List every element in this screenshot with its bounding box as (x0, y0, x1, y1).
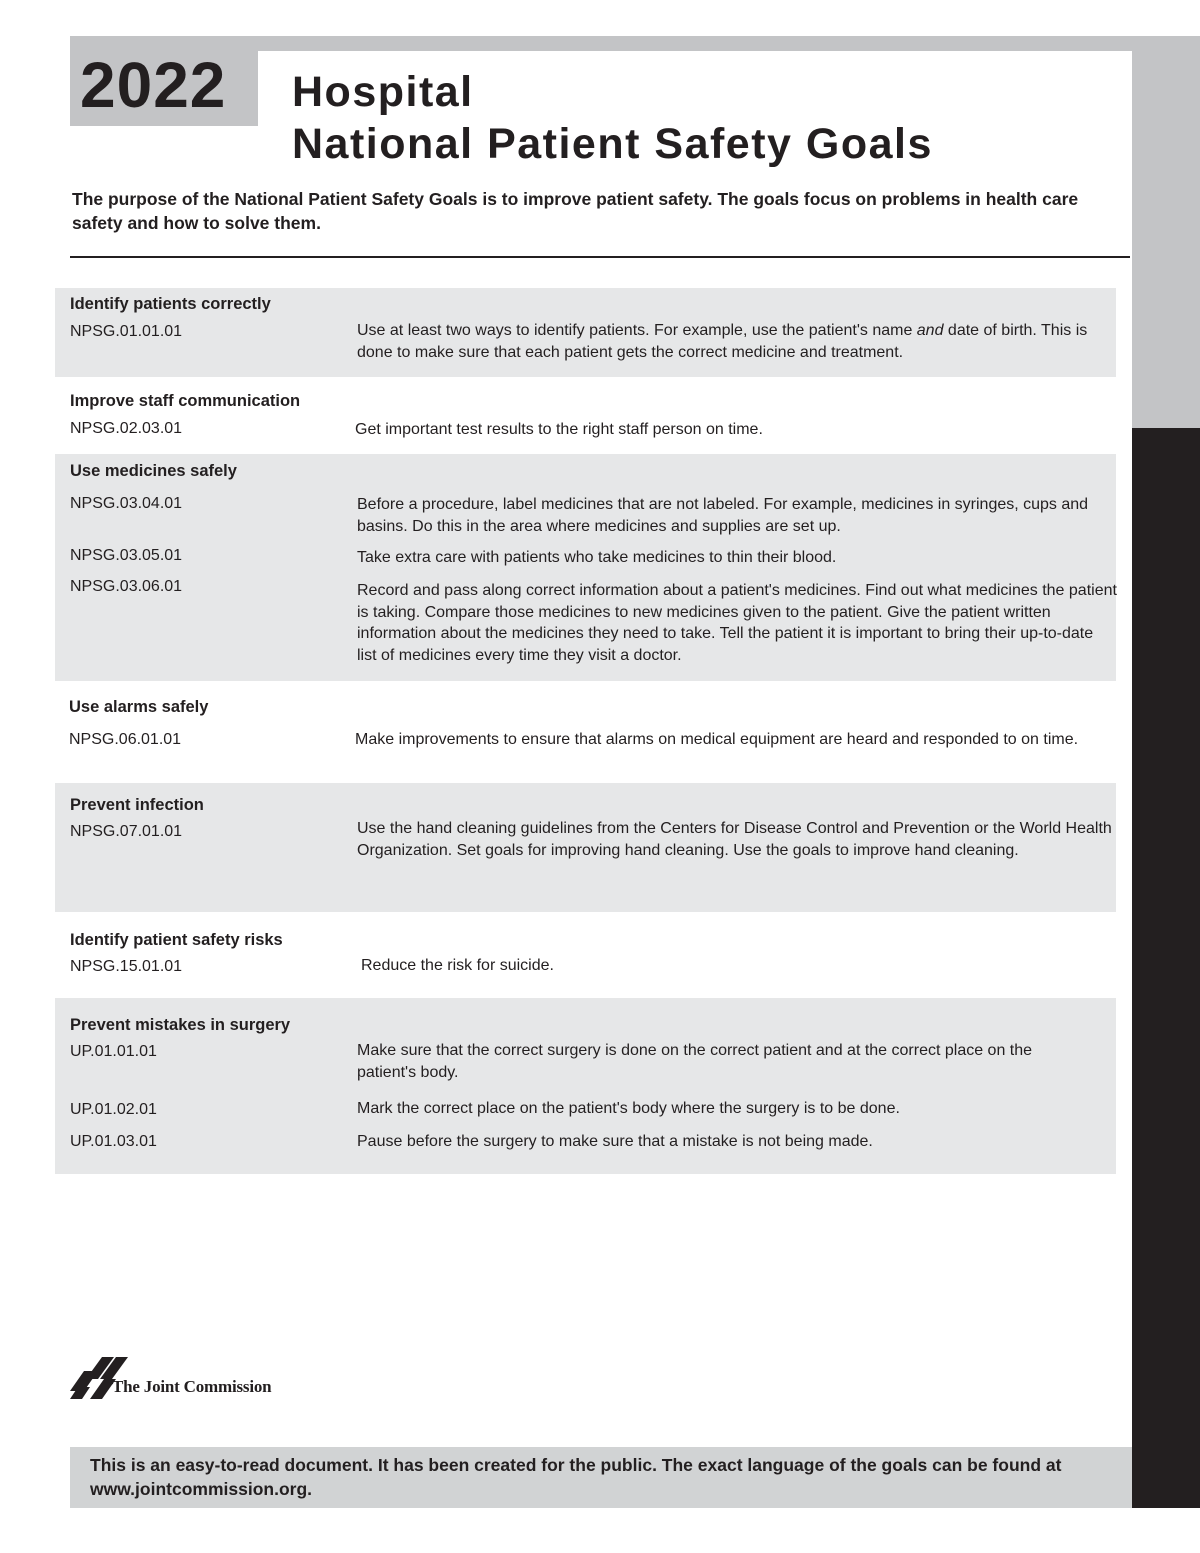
goal-code: UP.01.02.01 (70, 1101, 157, 1118)
goal-description: Make improvements to ensure that alarms on medical equipment are heard and responded to on time. (355, 731, 1079, 748)
goal-code: NPSG.03.04.01 (70, 495, 183, 512)
goal-heading: Identify patients correctly (70, 295, 271, 313)
goal-heading: Use medicines safely (70, 462, 237, 480)
goal-description-emphasis: and (916, 322, 944, 339)
logo-text: The Joint Commission (112, 1377, 272, 1396)
goal-section-safety-risks (55, 912, 1116, 998)
goal-section-alarms (55, 681, 1116, 783)
goal-description-part: Use at least two ways to identify patients. For example, use the patient's name (357, 322, 917, 339)
goal-code: NPSG.03.06.01 (70, 578, 183, 595)
header-divider (70, 256, 1130, 258)
goal-description-part: date of birth. This is done to make sure that each patient gets the correct medicine and treatment. (357, 322, 1088, 361)
goal-code: UP.01.03.01 (70, 1133, 157, 1150)
goal-heading: Use alarms safely (69, 698, 209, 716)
goal-description: Mark the correct place on the patient's body where the surgery is to be done. (357, 1100, 900, 1117)
goal-code: NPSG.06.01.01 (69, 731, 182, 748)
goal-section-identify-patients (55, 288, 1116, 377)
title-line-2: National Patient Safety Goals (292, 120, 933, 168)
goal-heading: Prevent infection (70, 796, 204, 814)
goal-section-infection (55, 783, 1116, 912)
goal-code: NPSG.15.01.01 (70, 958, 183, 975)
title-line-1: Hospital (292, 68, 474, 116)
goal-section-medicines (55, 454, 1116, 681)
goal-description: Record and pass along correct information about a patient's medicines. Find out what medicines the patient is taking. Compare those medicines to new medicines given to the patient. Give the patient written information about the medicines they need to take. Tell the patient it is important to bring their up-to-date list of medicines every time they visit a doctor. (357, 582, 1117, 664)
goal-description: Use the hand cleaning guidelines from the Centers for Disease Control and Prevention or the World Health Organization. Set goals for improving hand cleaning. Use the goals to improve hand cleaning. (357, 820, 1112, 859)
goal-heading: Improve staff communication (70, 392, 301, 410)
goal-code: NPSG.01.01.01 (70, 323, 183, 340)
right-black-bar (1132, 428, 1200, 1508)
goal-section-surgery (55, 998, 1116, 1174)
goal-code: NPSG.03.05.01 (70, 547, 183, 564)
intro-text: The purpose of the National Patient Safety Goals is to improve patient safety. The goals focus on problems in health care safety and how to solve them. (72, 189, 1079, 233)
goal-code: UP.01.01.01 (70, 1043, 157, 1060)
footer-text: This is an easy-to-read document. It has been created for the public. The exact language of the goals can be found at www.jointcommission.org. (90, 1455, 1062, 1499)
year-label: 2022 (80, 49, 227, 121)
goal-heading: Prevent mistakes in surgery (70, 1016, 291, 1034)
goal-description: Get important test results to the right staff person on time. (355, 421, 763, 438)
page-title (292, 66, 933, 170)
goal-description: Before a procedure, label medicines that are not labeled. For example, medicines in syringes, cups and basins. Do this in the area where medicines and supplies are set up. (357, 496, 1089, 535)
goal-heading: Identify patient safety risks (70, 931, 283, 949)
goal-description: Take extra care with patients who take medicines to thin their blood. (357, 549, 837, 566)
goal-code: NPSG.07.01.01 (70, 823, 183, 840)
goal-description: Reduce the risk for suicide. (361, 957, 554, 974)
goal-description: Make sure that the correct surgery is done on the correct patient and at the correct place on the patient's body. (357, 1042, 1033, 1081)
goal-code: NPSG.02.03.01 (70, 420, 183, 437)
goal-description (357, 320, 1117, 363)
goal-description: Pause before the surgery to make sure that a mistake is not being made. (357, 1133, 873, 1150)
right-grey-bar (1132, 36, 1200, 428)
goal-section-staff-communication (55, 377, 1116, 454)
footer-box (70, 1447, 1132, 1508)
